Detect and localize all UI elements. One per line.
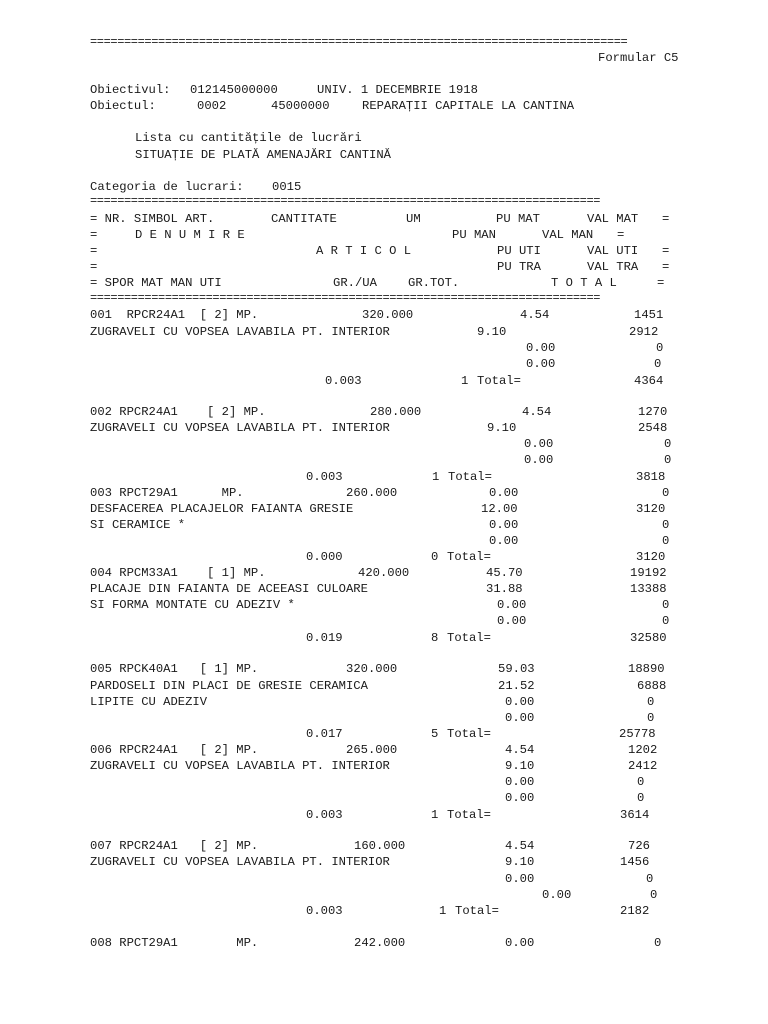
item-total-label: Total= — [455, 904, 499, 918]
item-val-man: 13388 — [630, 582, 667, 596]
item-quantity: 320.000 — [346, 662, 398, 676]
obiectul-code: 45000000 — [271, 99, 330, 113]
item-gr-tot: 0 — [431, 550, 439, 564]
item-description: ZUGRAVELI CU VOPSEA LAVABILA PT. INTERIOR — [90, 759, 390, 773]
item-val-man: 3120 — [636, 502, 666, 516]
col-header-pu-uti: PU UTI — [497, 244, 541, 258]
item-pu-tra: 0.00 — [524, 453, 554, 467]
item-pu-mat: 4.54 — [505, 839, 535, 853]
item-total-label: Total= — [447, 808, 491, 822]
item-val-tra: 0 — [647, 711, 655, 725]
categoria-label: Categoria de lucrari: — [90, 180, 244, 194]
obiectul-label: Obiectul: — [90, 99, 156, 113]
col-header-gr-tot: GR.TOT. — [408, 276, 460, 290]
col-header-border: = — [90, 260, 98, 274]
item-val-mat: 1202 — [628, 743, 658, 757]
col-header-border: = — [662, 260, 670, 274]
item-gr-tot: 1 — [432, 470, 440, 484]
item-pu-tra: 0.00 — [505, 791, 535, 805]
item-val-tra: 0 — [654, 357, 662, 371]
categoria-code: 0015 — [272, 180, 302, 194]
item-pu-uti: 0.00 — [505, 695, 535, 709]
item-val-uti: 0 — [646, 872, 654, 886]
form-label: Formular C5 — [598, 51, 679, 65]
item-total: 3120 — [636, 550, 666, 564]
item-description: ZUGRAVELI CU VOPSEA LAVABILA PT. INTERIOR — [90, 855, 390, 869]
col-header-val-uti: VAL UTI — [587, 244, 639, 258]
item-pu-mat: 4.54 — [522, 405, 552, 419]
item-val-uti: 0 — [647, 695, 655, 709]
item-val-mat: 19192 — [630, 566, 667, 580]
item-pu-uti: 0.00 — [505, 775, 535, 789]
item-gr-tot: 1 — [431, 808, 439, 822]
col-header-border: = — [90, 228, 98, 242]
item-pu-tra: 0.00 — [497, 614, 527, 628]
item-gr-ua: 0.003 — [306, 904, 343, 918]
item-quantity: 242.000 — [354, 936, 406, 950]
item-pu-man: 9.10 — [505, 759, 535, 773]
item-head: 003 RPCT29A1 MP. — [90, 486, 244, 500]
item-description-2: SI FORMA MONTATE CU ADEZIV * — [90, 598, 295, 612]
item-head: 001 RPCR24A1 [ 2] MP. — [90, 308, 259, 322]
item-total: 4364 — [634, 374, 664, 388]
list-title: Lista cu cantitățile de lucrări — [135, 131, 362, 145]
col-header-val-mat: VAL MAT — [587, 212, 639, 226]
item-val-man: 1456 — [620, 855, 650, 869]
item-description-2: SI CERAMICE * — [90, 518, 186, 532]
item-val-tra: 0 — [650, 888, 658, 902]
item-val-man: 2412 — [628, 759, 658, 773]
item-pu-mat: 4.54 — [505, 743, 535, 757]
item-val-uti: 0 — [664, 437, 672, 451]
obiectul-nr: 0002 — [197, 99, 227, 113]
col-header-border: = — [90, 244, 98, 258]
item-pu-man: 12.00 — [481, 502, 518, 516]
col-header-denumire: D E N U M I R E — [135, 228, 245, 242]
item-val-man: 2912 — [629, 325, 659, 339]
col-header-cantitate: CANTITATE — [271, 212, 337, 226]
obiectivul-label: Obiectivul: — [90, 83, 171, 97]
item-val-mat: 0 — [662, 486, 670, 500]
item-pu-man: 31.88 — [486, 582, 523, 596]
item-gr-ua: 0.000 — [306, 550, 343, 564]
item-gr-ua: 0.003 — [325, 374, 362, 388]
item-quantity: 260.000 — [346, 486, 398, 500]
item-gr-tot: 1 — [439, 904, 447, 918]
item-description: PLACAJE DIN FAIANTA DE ACEEASI CULOARE — [90, 582, 368, 596]
item-description: DESFACEREA PLACAJELOR FAIANTA GRESIE — [90, 502, 354, 516]
item-description: ZUGRAVELI CU VOPSEA LAVABILA PT. INTERIOR — [90, 325, 390, 339]
item-pu-tra: 0.00 — [542, 888, 572, 902]
item-val-man: 2548 — [638, 421, 668, 435]
item-val-uti: 0 — [662, 518, 670, 532]
table-separator-bottom: =========================================================================== — [90, 293, 601, 303]
col-header-border: = — [617, 228, 625, 242]
item-total-label: Total= — [447, 727, 491, 741]
col-header-um: UM — [406, 212, 421, 226]
item-val-uti: 0 — [662, 598, 670, 612]
item-quantity: 420.000 — [358, 566, 410, 580]
item-val-tra: 0 — [662, 614, 670, 628]
col-header-border: = — [662, 212, 670, 226]
situation-title: SITUAȚIE DE PLATĂ AMENAJĂRI CANTINĂ — [135, 148, 391, 162]
item-gr-ua: 0.017 — [306, 727, 343, 741]
item-description: ZUGRAVELI CU VOPSEA LAVABILA PT. INTERIOR — [90, 421, 390, 435]
item-pu-mat: 4.54 — [520, 308, 550, 322]
item-pu-uti: 0.00 — [524, 437, 554, 451]
col-header-border: = — [662, 244, 670, 258]
col-header-total: T O T A L — [551, 276, 617, 290]
item-pu-tra: 0.00 — [505, 711, 535, 725]
item-gr-ua: 0.003 — [306, 470, 343, 484]
item-head: 002 RPCR24A1 [ 2] MP. — [90, 405, 266, 419]
obiectivul-name: UNIV. 1 DECEMBRIE 1918 — [317, 83, 478, 97]
item-pu-man: 9.10 — [505, 855, 535, 869]
item-pu-man: 9.10 — [477, 325, 507, 339]
item-total: 3614 — [620, 808, 650, 822]
item-head: 008 RPCT29A1 MP. — [90, 936, 259, 950]
item-description-2: LIPITE CU ADEZIV — [90, 695, 208, 709]
item-val-tra: 0 — [662, 534, 670, 548]
col-header-articol: A R T I C O L — [316, 244, 412, 258]
item-pu-uti: 0.00 — [526, 341, 556, 355]
col-header-pu-tra: PU TRA — [497, 260, 541, 274]
item-pu-mat: 59.03 — [498, 662, 535, 676]
item-total-label: Total= — [447, 631, 491, 645]
item-quantity: 265.000 — [346, 743, 398, 757]
table-separator-top: =========================================================================== — [90, 196, 601, 206]
item-gr-tot: 1 — [461, 374, 469, 388]
item-pu-tra: 0.00 — [489, 534, 519, 548]
item-val-mat: 1451 — [634, 308, 664, 322]
item-gr-ua: 0.003 — [306, 808, 343, 822]
item-total-label: Total= — [448, 470, 492, 484]
item-head: 006 RPCR24A1 [ 2] MP. — [90, 743, 259, 757]
item-quantity: 280.000 — [370, 405, 422, 419]
item-pu-mat: 0.00 — [505, 936, 535, 950]
item-total: 25778 — [619, 727, 656, 741]
col-header-nr-simbol: = NR. SIMBOL ART. — [90, 212, 215, 226]
obiectivul-code: 012145000000 — [190, 83, 278, 97]
col-header-gr-ua: GR./UA — [333, 276, 377, 290]
col-header-val-tra: VAL TRA — [587, 260, 639, 274]
item-total: 3818 — [636, 470, 666, 484]
item-gr-ua: 0.019 — [306, 631, 343, 645]
obiectul-name: REPARAȚII CAPITALE LA CANTINA — [362, 99, 575, 113]
item-pu-uti: 0.00 — [489, 518, 519, 532]
item-pu-man: 21.52 — [498, 679, 535, 693]
item-gr-tot: 5 — [431, 727, 439, 741]
item-pu-man: 9.10 — [487, 421, 517, 435]
item-head: 004 RPCM33A1 [ 1] MP. — [90, 566, 266, 580]
item-val-uti: 0 — [656, 341, 664, 355]
col-header-val-man: VAL MAN — [542, 228, 594, 242]
item-val-tra: 0 — [664, 453, 672, 467]
item-pu-mat: 0.00 — [489, 486, 519, 500]
item-head: 007 RPCR24A1 [ 2] MP. — [90, 839, 259, 853]
item-val-man: 6888 — [637, 679, 667, 693]
col-header-spor: = SPOR MAT MAN UTI — [90, 276, 222, 290]
item-total: 2182 — [620, 904, 650, 918]
item-quantity: 320.000 — [362, 308, 414, 322]
item-head: 005 RPCK40A1 [ 1] MP. — [90, 662, 259, 676]
item-pu-mat: 45.70 — [486, 566, 523, 580]
item-val-mat: 18890 — [628, 662, 665, 676]
item-quantity: 160.000 — [354, 839, 406, 853]
item-val-tra: 0 — [637, 791, 645, 805]
item-total: 32580 — [630, 631, 667, 645]
col-header-pu-man: PU MAN — [452, 228, 496, 242]
item-total-label: Total= — [477, 374, 521, 388]
item-pu-uti: 0.00 — [497, 598, 527, 612]
col-header-pu-mat: PU MAT — [496, 212, 540, 226]
item-gr-tot: 8 — [431, 631, 439, 645]
item-val-uti: 0 — [637, 775, 645, 789]
item-pu-tra: 0.00 — [526, 357, 556, 371]
item-val-mat: 1270 — [638, 405, 668, 419]
col-header-border: = — [657, 276, 665, 290]
item-pu-uti: 0.00 — [505, 872, 535, 886]
item-total-label: Total= — [447, 550, 491, 564]
item-val-mat: 0 — [654, 936, 662, 950]
item-description: PARDOSELI DIN PLACI DE GRESIE CERAMICA — [90, 679, 368, 693]
top-separator: =============================================================================== — [90, 37, 628, 47]
item-val-mat: 726 — [628, 839, 650, 853]
